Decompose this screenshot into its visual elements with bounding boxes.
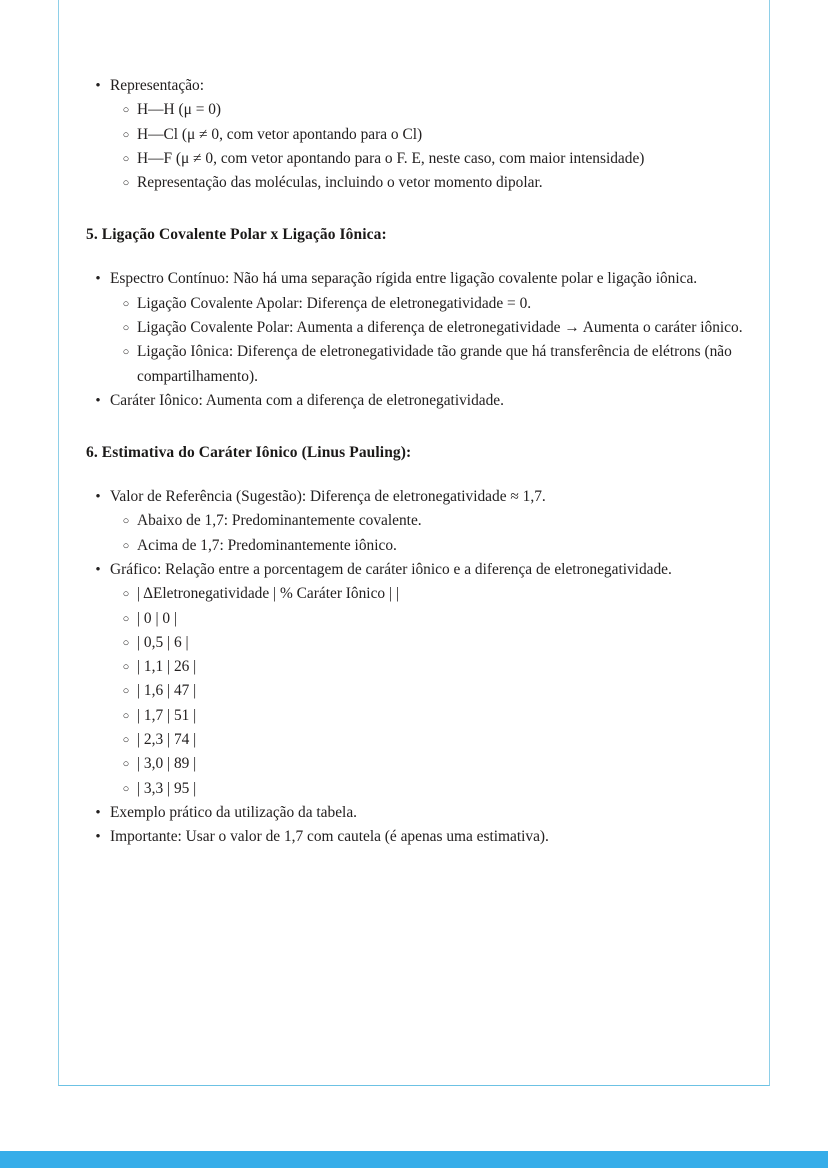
bullet-circle-icon: ○ xyxy=(122,709,130,722)
list-item-text: Representação das moléculas, incluindo o vetor momento dipolar. xyxy=(137,174,543,192)
list-valor-referencia xyxy=(86,485,746,509)
list-item-text: H—H (μ = 0) xyxy=(137,101,222,119)
section-heading-6: 6. Estimativa do Caráter Iônico (Linus Pauling): xyxy=(86,444,412,462)
bullet-disc-icon: • xyxy=(95,78,101,94)
table-row-header xyxy=(110,582,746,606)
list-item-text: Representação: xyxy=(110,77,205,94)
table-row-text: | 0,5 | 6 | xyxy=(137,633,189,651)
list-conclusoes xyxy=(86,801,746,850)
bullet-circle-icon: ○ xyxy=(122,177,130,190)
list-item xyxy=(110,171,746,195)
list-item-text: Ligação Covalente Apolar: Diferença de eletronegatividade = 0. xyxy=(137,294,532,312)
table-row-text: | 3,0 | 89 | xyxy=(137,755,197,773)
list-carater-ionico xyxy=(86,389,746,413)
list-item xyxy=(110,509,746,533)
bullet-circle-icon: ○ xyxy=(122,636,130,649)
bullet-disc-icon: • xyxy=(95,829,101,846)
bullet-circle-icon: ○ xyxy=(122,612,130,625)
bullet-circle-icon: ○ xyxy=(122,346,130,359)
table-row xyxy=(110,704,746,728)
list-item-text: Exemplo prático da utilização da tabela. xyxy=(110,803,357,821)
list-item xyxy=(86,825,746,849)
list-item xyxy=(110,292,746,316)
list-item xyxy=(86,389,746,413)
list-item-text: H—F (μ ≠ 0, com vetor apontando para o F. E, neste caso, com maior intensidade) xyxy=(137,149,645,167)
list-item-text: Espectro Contínuo: Não há uma separação rígida entre ligação covalente polar e ligação iônica. xyxy=(110,270,698,288)
bullet-circle-icon: ○ xyxy=(122,734,130,747)
list-item-text: Ligação Covalente Polar: Aumenta a diferença de eletronegatividade → Aumenta o caráter iônico. xyxy=(137,319,743,336)
bullet-circle-icon: ○ xyxy=(122,297,130,310)
bullet-circle-icon: ○ xyxy=(122,758,130,771)
table-row-text: | 2,3 | 74 | xyxy=(137,731,197,749)
document-content xyxy=(86,74,746,850)
table-row xyxy=(110,728,746,752)
sublist-valor-referencia xyxy=(86,509,746,558)
list-item-text: Caráter Iônico: Aumenta com a diferença de eletronegatividade. xyxy=(110,391,504,409)
table-row-text: | 1,6 | 47 | xyxy=(137,682,197,700)
table-row-text: | 1,7 | 51 | xyxy=(137,706,197,724)
list-item xyxy=(110,316,746,340)
sublist-representacao xyxy=(86,98,746,195)
list-representacao xyxy=(86,74,746,98)
sublist-espectro xyxy=(86,292,746,389)
table-header-text: | ΔEletronegatividade | % Caráter Iônico | | xyxy=(137,585,399,603)
table-row xyxy=(110,679,746,703)
section-heading-5: 5. Ligação Covalente Polar x Ligação Iônica: xyxy=(86,226,387,244)
list-grafico xyxy=(86,558,746,582)
table-row-text: | 1,1 | 26 | xyxy=(137,658,197,676)
list-item xyxy=(110,534,746,558)
list-item-text: Abaixo de 1,7: Predominantemente covalente. xyxy=(137,512,422,530)
table-row xyxy=(110,631,746,655)
list-item xyxy=(86,267,746,291)
bullet-circle-icon: ○ xyxy=(122,128,130,141)
list-item xyxy=(110,123,746,147)
list-item xyxy=(110,147,746,171)
bullet-disc-icon: • xyxy=(95,489,101,506)
list-item xyxy=(86,485,746,509)
table-row-text: | 0 | 0 | xyxy=(137,609,178,627)
bottom-accent-bar xyxy=(0,1151,828,1168)
list-item-text: H—Cl (μ ≠ 0, com vetor apontando para o Cl) xyxy=(137,125,423,143)
bullet-disc-icon: • xyxy=(95,392,101,409)
list-item-text: Importante: Usar o valor de 1,7 com cautela (é apenas uma estimativa). xyxy=(110,828,549,846)
bullet-circle-icon: ○ xyxy=(122,588,130,601)
list-item xyxy=(110,98,746,122)
bullet-circle-icon: ○ xyxy=(122,104,130,117)
list-item xyxy=(86,558,746,582)
list-espectro xyxy=(86,267,746,291)
bullet-circle-icon: ○ xyxy=(122,685,130,698)
table-row xyxy=(110,752,746,776)
list-item-text: Gráfico: Relação entre a porcentagem de caráter iônico e a diferença de eletronegatividade. xyxy=(110,561,672,578)
bullet-disc-icon: • xyxy=(95,271,101,288)
list-item-text: Ligação Iônica: Diferença de eletronegatividade tão grande que há transferência de elétrons (não compartilhamento). xyxy=(137,343,732,385)
table-row xyxy=(110,607,746,631)
list-item xyxy=(86,74,746,98)
bullet-circle-icon: ○ xyxy=(122,322,130,334)
list-item-text: Valor de Referência (Sugestão): Diferença de eletronegatividade ≈ 1,7. xyxy=(110,488,546,506)
list-item-text: Acima de 1,7: Predominantemente iônico. xyxy=(137,536,397,554)
bullet-circle-icon: ○ xyxy=(122,152,130,165)
bullet-circle-icon: ○ xyxy=(122,539,130,552)
list-item xyxy=(110,340,746,389)
table-row-text: | 3,3 | 95 | xyxy=(137,779,197,797)
bullet-circle-icon: ○ xyxy=(122,782,130,795)
bullet-disc-icon: • xyxy=(95,804,101,821)
list-item xyxy=(86,801,746,825)
bullet-disc-icon: • xyxy=(95,562,101,578)
bullet-circle-icon: ○ xyxy=(122,661,130,674)
table-row xyxy=(110,777,746,801)
bullet-circle-icon: ○ xyxy=(122,515,130,528)
sublist-tabela-carater-ionico xyxy=(86,582,746,801)
table-row xyxy=(110,655,746,679)
